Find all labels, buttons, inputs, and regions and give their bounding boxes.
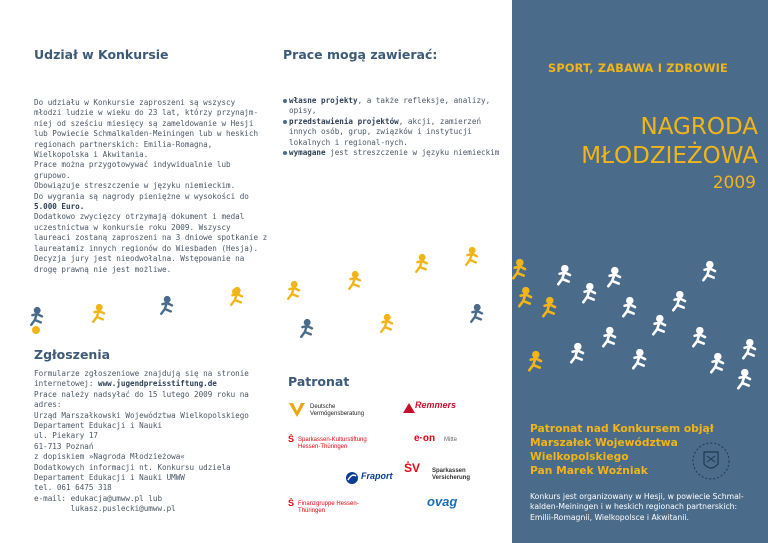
sparkasse-icon: Ṡ	[288, 498, 295, 508]
page-subtitle: MŁODZIEŻOWA	[581, 143, 758, 169]
text-line: Prace należy nadsyłać do 15 lutego 2009 roku na	[34, 389, 249, 399]
runner-icon	[558, 265, 570, 284]
logo-text: Sparkassen Versicherung	[432, 468, 471, 481]
runner-icon	[93, 305, 104, 322]
runner-icon	[31, 308, 42, 325]
runner-icon	[703, 261, 715, 280]
dv-emblem-icon	[288, 402, 306, 418]
logo-text: ovag	[427, 494, 458, 509]
text-line: laureaci zostaną zaproszeni na 3 dniowe spotkanie z	[34, 233, 268, 243]
text-line: Marszałek Województwa	[530, 436, 678, 449]
website-link[interactable]: www.jugendpreisstiftung.de	[98, 379, 217, 389]
text-line: Urząd Marszałkowski Województwa Wielkopolskiego	[34, 410, 249, 420]
logo-text: Fraport	[361, 471, 393, 481]
text-line: Patronat nad Konkursem objął	[530, 422, 714, 435]
runner-icon	[583, 283, 595, 302]
text-line: Do udziału w Konkursie zaproszeni są wszyscy	[34, 98, 236, 107]
text-line: Do wygrania są nagrody pieniężne w wysokości do	[34, 191, 249, 201]
logo-text: Finanzgruppe Hessen-Thüringen	[298, 501, 359, 514]
ball-icon	[32, 326, 40, 334]
list-item	[283, 117, 503, 148]
runner-icon	[571, 343, 583, 362]
page-title: NAGRODA	[640, 114, 758, 140]
text-prefix: internetowej:	[34, 379, 99, 389]
text-line: Dodatkowo zwycięzcy otrzymają dokument i medal	[34, 212, 245, 222]
runner-icon	[653, 315, 665, 334]
section-heading-contents: Prace mogą zawierać:	[283, 47, 438, 62]
list-item	[283, 96, 503, 117]
text-line: Formularze zgłoszeniowe znajdują się na stronie	[34, 369, 249, 378]
email-link[interactable]: e-mail: edukacja@umww.pl lub	[34, 493, 163, 503]
text-line: Prace można przygotowywać indywidualnie lub	[34, 160, 231, 170]
runner-icon	[349, 272, 360, 289]
text-line: lub Powiecie Schmalkalden-Meiningen lub w heskich	[34, 129, 259, 139]
runner-icon	[623, 297, 635, 316]
text-line: grupowo.	[34, 170, 71, 180]
text-line: adres:	[34, 400, 62, 410]
section-heading-participation: Udział w Konkursie	[34, 47, 169, 62]
text-line: uczestnictwa w konkursie roku 2009. Wszyscy	[34, 222, 231, 232]
runners-illustration-left	[0, 230, 512, 350]
fraport-icon	[345, 471, 359, 485]
text-line: ul. Piekary 17	[34, 431, 99, 441]
runner-icon	[513, 259, 525, 278]
text-line: regionach partnerskich: Emilia-Romagna,	[34, 139, 213, 149]
bullet-bold: własne projekty	[289, 96, 358, 105]
section-heading-patronat: Patronat	[288, 374, 350, 389]
text-line: Dodatkowych informacji nt. Konkursu udziela	[34, 462, 231, 472]
text-line: Wielkopolska i Akwitania.	[34, 150, 149, 160]
runner-icon	[416, 255, 427, 272]
runner-icon	[693, 327, 705, 346]
ball-icon	[164, 297, 170, 303]
submissions-text	[34, 369, 249, 515]
logo-text: e·on	[414, 433, 436, 444]
prize-amount: 5.000 Euro.	[34, 202, 85, 212]
text-line: Konkurs jest organizowany w Hesji, w powiecie Schmal-	[530, 492, 744, 501]
text-line: niej od sześciu miesięcy są zameldowanie w Hesji	[34, 118, 254, 128]
logo-text: Deutsche Vermögensberatung	[310, 404, 365, 417]
runner-icon	[381, 315, 392, 332]
text-line: 61-713 Poznań	[34, 441, 94, 451]
runner-icon	[673, 291, 685, 310]
year: 2009	[712, 173, 756, 193]
section-heading-submissions: Zgłoszenia	[34, 347, 111, 362]
text-line: z dopiskiem »Nagroda Młodzieżowa«	[34, 452, 185, 462]
bullet-bold: wymagane	[289, 148, 326, 158]
runner-icon	[738, 369, 750, 388]
bullet-bold: przedstawienia projektów	[289, 116, 399, 126]
runner-icon	[608, 267, 620, 286]
runners-illustration-right	[512, 240, 768, 390]
runner-icon	[466, 248, 477, 265]
runner-icon	[529, 351, 541, 370]
text-line: Wielkopolskiego	[530, 450, 629, 463]
list-item	[283, 148, 503, 158]
bullet-text: jest streszczenie w języku niemieckim	[325, 148, 500, 158]
sparkasse-icon: Ṡ	[288, 434, 295, 444]
runner-icon	[519, 287, 531, 306]
runner-icon	[743, 339, 755, 358]
remmers-mark-icon	[403, 403, 415, 413]
text-line: Departament Edukacji i Nauki	[34, 421, 163, 431]
text-line: laureatamiz innych regionów do Wiesbaden (Hesja).	[34, 243, 259, 253]
runner-icon	[543, 297, 555, 316]
bullet-text: , a także refleksje, analizy, opisy,	[289, 96, 491, 116]
text-line: tel. 061 6475 318	[34, 483, 112, 493]
bullet-text: , akcji, zamierzeń innych osób, grup, związków i instytucji lokalnych i regional-nych.	[289, 116, 482, 147]
text-line: Emilii-Romagnii, Wielkopolsce i Akwitanii.	[530, 512, 689, 522]
runner-icon	[633, 349, 645, 368]
logo-text: Remmers	[415, 400, 457, 410]
text-line: Departament Edukacji i Nauki UMWW	[34, 473, 185, 483]
runner-icon	[288, 282, 299, 299]
text-line: Obowiązuje streszczenie w języku niemieckim.	[34, 181, 236, 191]
tagline: SPORT, ZABAWA I ZDROWIE	[548, 62, 728, 75]
text-line: Pan Marek Woźniak	[530, 464, 648, 477]
footer-note	[530, 492, 762, 523]
contents-list	[283, 96, 503, 158]
text-line: drogę prawną nie jest możliwe.	[34, 264, 172, 274]
text-line: Decyzja jury jest nieodwołalna. Wstępowanie na	[34, 254, 245, 264]
runner-icon	[711, 353, 723, 372]
crest-icon	[690, 440, 732, 482]
logo-text: Sparkassen-Kulturstiftung Hessen-Thüringen	[298, 437, 367, 450]
ball-icon	[232, 288, 240, 296]
text-line: kalden-Meiningen i w heskich regionach partnerskich:	[530, 502, 738, 512]
runner-icon	[471, 305, 482, 322]
logo-text: Mitte	[444, 437, 458, 443]
email-link[interactable]: lukasz.puslecki@umww.pl	[34, 504, 176, 514]
runner-icon	[301, 320, 312, 337]
sv-icon: ṠV	[404, 461, 421, 475]
runner-icon	[603, 327, 615, 346]
text-line: młodzi ludzie w wieku do 23 lat, którzy przynajm-	[34, 108, 259, 118]
